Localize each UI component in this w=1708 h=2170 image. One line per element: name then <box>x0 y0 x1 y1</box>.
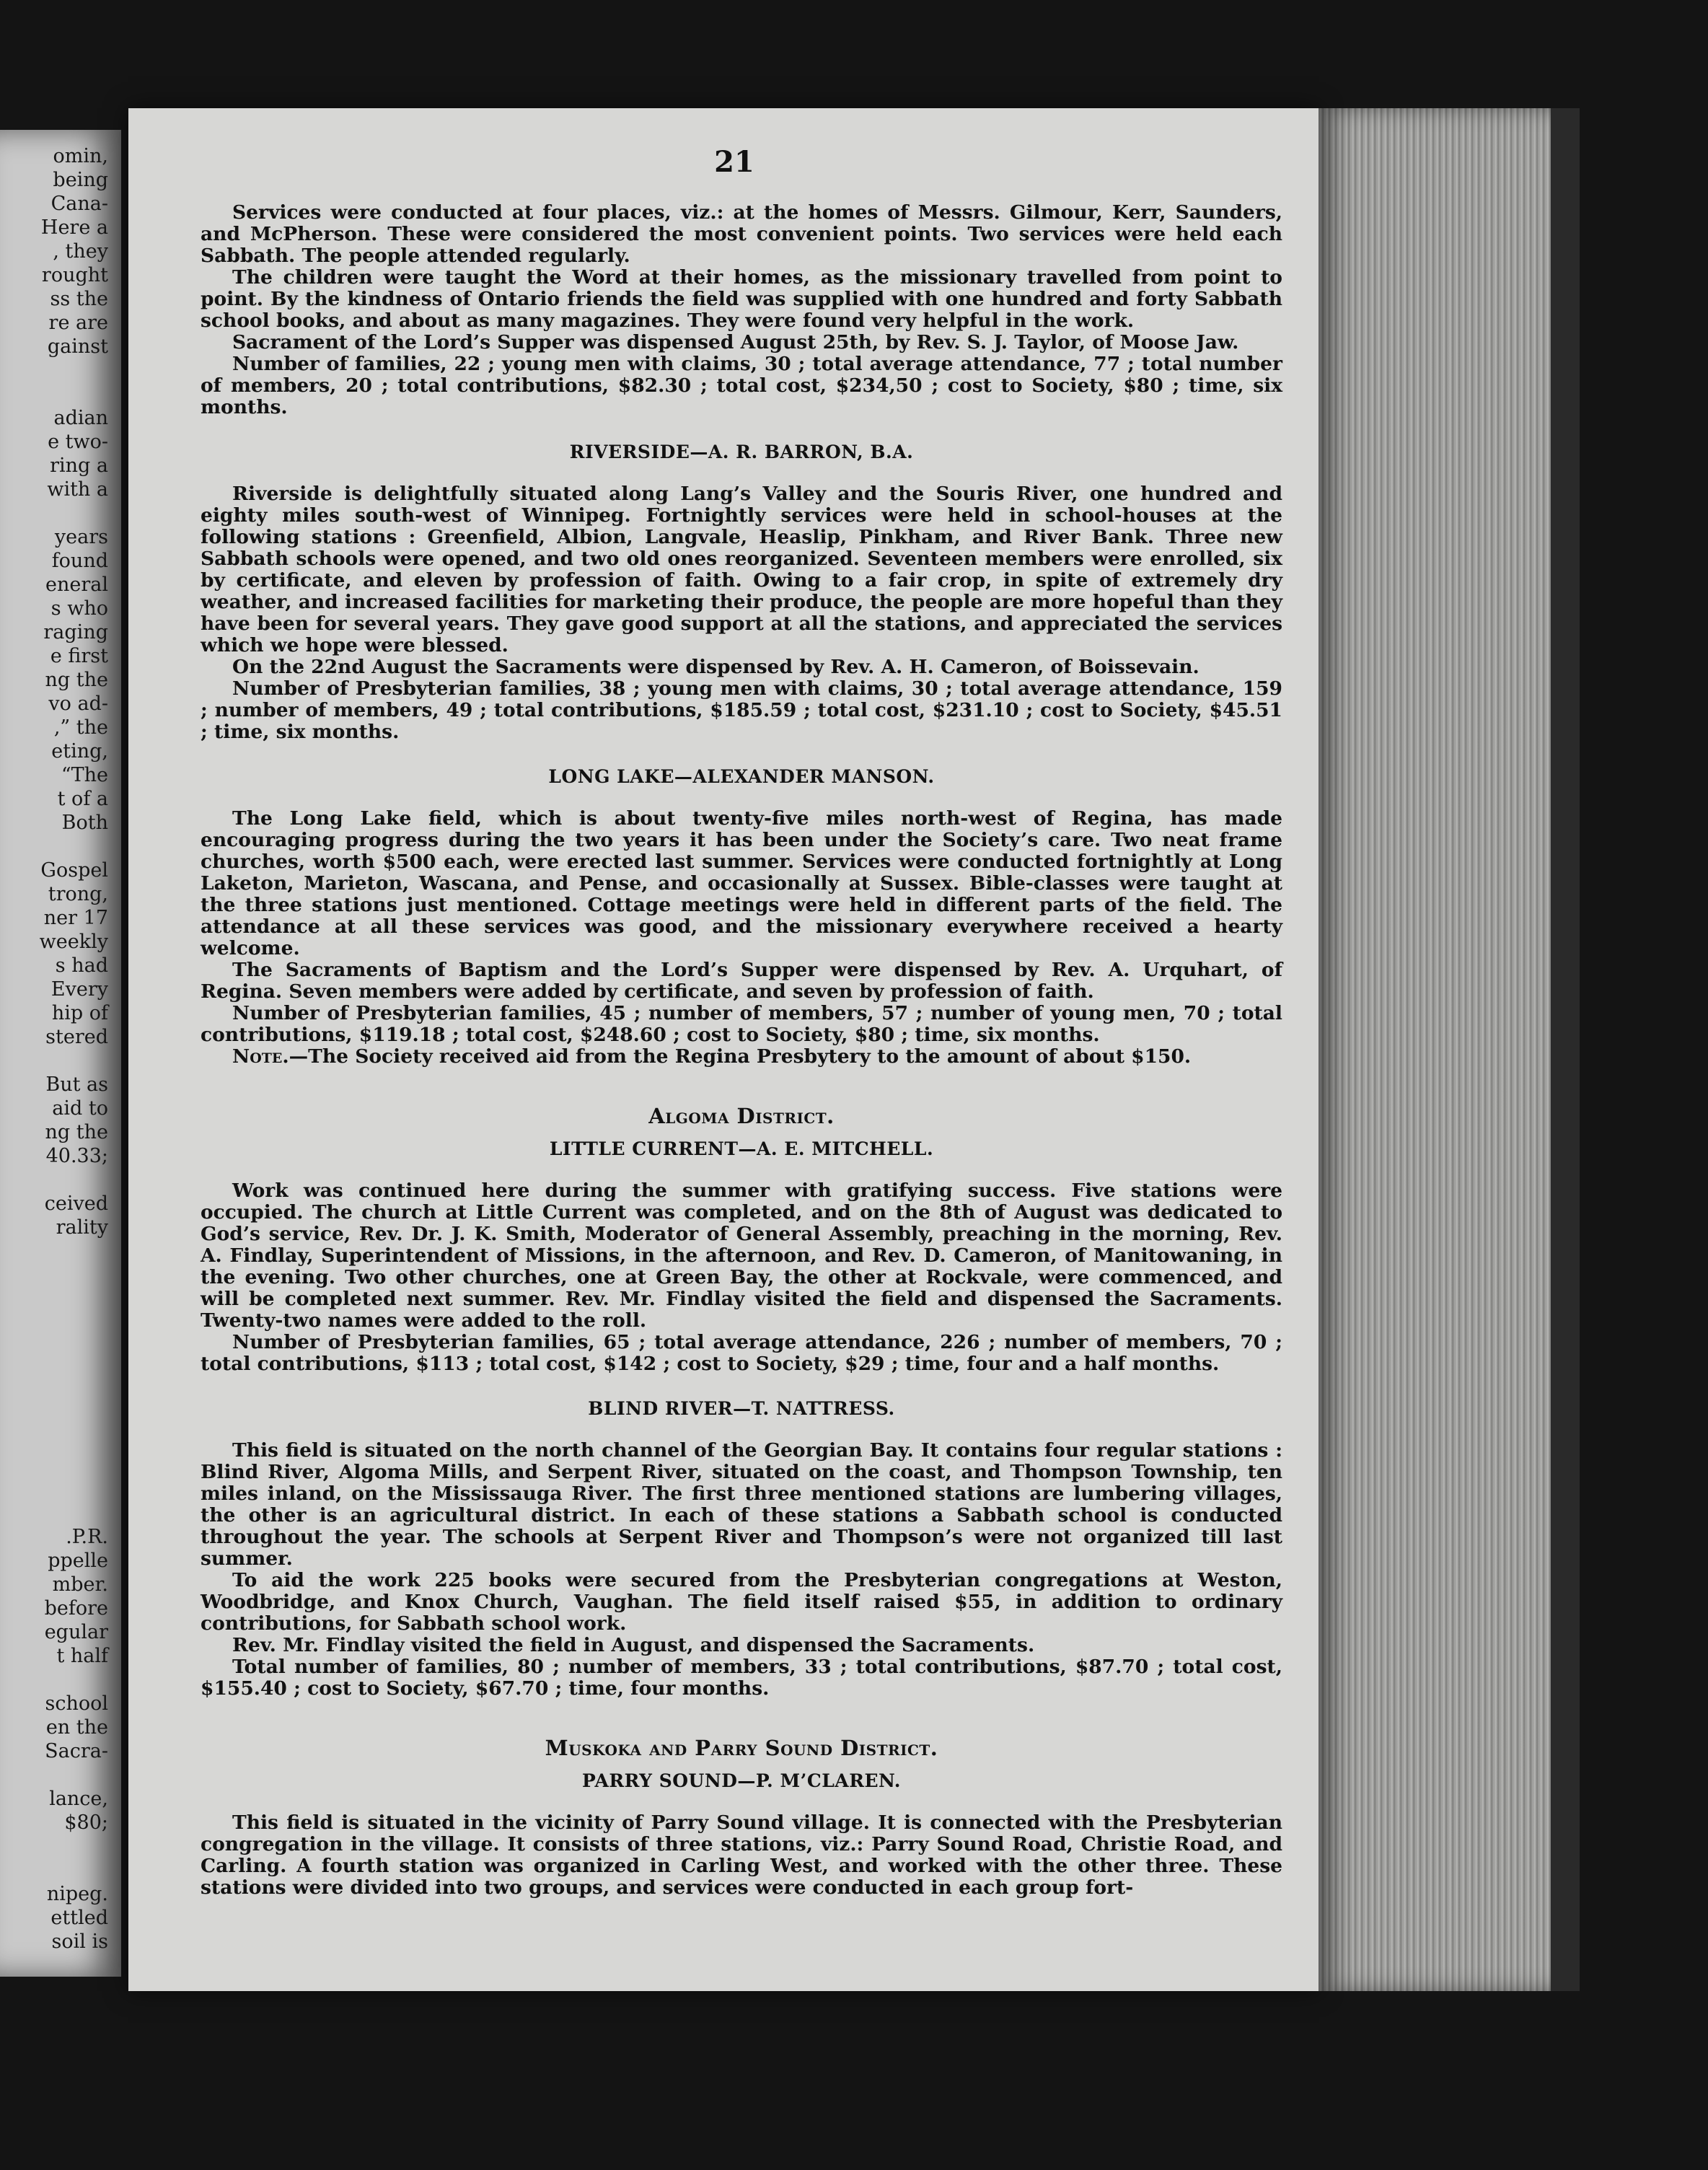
facing-page-fragment: en the <box>45 1716 108 1739</box>
facing-page-fragment: aid to <box>52 1097 108 1120</box>
facing-page-fragment: But as <box>45 1073 108 1096</box>
district-heading-algoma: Algoma District. <box>648 1104 835 1128</box>
facing-page-fragment: rought <box>41 264 108 286</box>
facing-page-fragment: ng the <box>45 1121 108 1143</box>
facing-page-fragment: years <box>54 526 108 548</box>
facing-page-fragment: t half <box>56 1645 108 1667</box>
facing-page-fragment <box>0 1668 108 1692</box>
facing-page-fragment: $80; <box>64 1811 108 1834</box>
facing-page-fragment: lance, <box>49 1788 108 1810</box>
facing-page-text-fragments <box>0 144 108 1953</box>
section-heading-riverside: RIVERSIDE—A. R. BARRON, B.A. <box>569 442 914 462</box>
facing-page-fragment: adian <box>53 407 108 429</box>
facing-page-fragment <box>0 1501 108 1525</box>
facing-page-fragment: egular <box>44 1621 108 1643</box>
facing-page-fragment: hip of <box>51 1002 108 1024</box>
facing-page-fragment <box>0 1049 108 1073</box>
facing-page-fragment: ettled <box>50 1907 108 1929</box>
paragraph: The Long Lake field, which is about twenty-five miles north-west of Regina, has made encouraging progress during the two years it has been under the Society’s care. Two neat frame churches, worth $500 each, were erected last summer. Services were conducted fortnightly at Long Laketon, Marieton, Wascana, and Pense, and occasionally at Sussex. Bible-classes were taught at the three stations just mentioned. Cottage meetings were held in different parts of the field. The attendance at all these services was good, and the missionary everywhere received a hearty welcome. <box>201 807 1282 959</box>
facing-page-fragment: Here a <box>40 216 108 239</box>
section-heading-long-lake: LONG LAKE—ALEXANDER MANSON. <box>548 766 935 787</box>
facing-page-fragment: ppelle <box>48 1550 108 1572</box>
paragraph: This field is situated in the vicinity of Parry Sound village. It is connected with the Presbyterian congregation in the village. It consists of three stations, viz.: Parry Sound Road, Christie Road, and Carling. A fourth station was organized in Carling West, and worked with the other three. These stations were divided into two groups, and services were conducted in each group fort- <box>201 1811 1282 1899</box>
district-heading-muskoka-parry-sound: Muskoka and Parry Sound District. <box>545 1736 938 1760</box>
facing-page-fragment: re are <box>48 312 108 334</box>
facing-page-fragment <box>0 359 108 382</box>
facing-page-fragment: being <box>53 169 108 191</box>
facing-page-fragment: before <box>44 1597 108 1620</box>
paragraph: Work was continued here during the summer with gratifying success. Five stations were occupied. The church at Little Current was completed, and on the 8th of August was dedicated to God’s service, Rev. Dr. J. K. Smith, Moderator of General Assembly, preaching in the morning, Rev. A. Findlay, Superintendent of Missions, in the afternoon, and Rev. D. Cameron, of Manitowaning, in the evening. Two other churches, one at Green Bay, the other at Rockvale, were commenced, and will be completed next summer. Rev. Mr. Findlay visited the field and dispensed the Sacraments. Twenty-two names were added to the roll. <box>201 1180 1282 1332</box>
facing-page-fragment: mber. <box>52 1573 108 1596</box>
facing-page-fragment <box>0 1858 108 1882</box>
page-edges-shadow <box>1551 108 1580 1991</box>
facing-page-fragment: eneral <box>45 574 108 596</box>
facing-page-fragment: stered <box>45 1026 108 1048</box>
note-label: Note. <box>232 1045 289 1068</box>
note-text: —The Society received aid from the Regina Presbytery to the amount of about $150. <box>289 1045 1192 1068</box>
facing-page-fragment: “The <box>61 764 108 786</box>
facing-page-fragment <box>0 501 108 525</box>
facing-page-fragment <box>0 835 108 858</box>
paragraph: The children were taught the Word at their homes, as the missionary travelled from point to point. By the kindness of Ontario friends the field was supplied with one hundred and forty Sabbath school books, and about as many magazines. They were found very helpful in the work. <box>201 266 1282 332</box>
facing-page-fragment: found <box>51 550 108 572</box>
facing-page-fragment: ner 17 <box>43 907 108 929</box>
main-text-column <box>201 145 1282 1899</box>
facing-page-fragment: soil is <box>51 1930 108 1953</box>
facing-page-fragment <box>0 1263 108 1287</box>
paragraph: This field is situated on the north channel of the Georgian Bay. It contains four regular stations : Blind River, Algoma Mills, and Serpent River, situated on the coast, and Thompson Township, ten miles inland, on the Mississauga River. The first three mentioned stations are lumbering villages, the other is an agricultural district. In each of these stations a Sabbath school is conducted throughout the year. The schools at Serpent River and Thompson’s were not organized till last summer. <box>201 1439 1282 1570</box>
facing-page-fragment: e two- <box>48 431 108 453</box>
facing-page-fragment: trong, <box>48 883 108 905</box>
paragraph: Riverside is delightfully situated along Lang’s Valley and the Souris River, one hundred and eighty miles south-west of Winnipeg. Fortnightly services were held in school-houses at the following stations : Greenfield, Albion, Langvale, Heaslip, Pinkham, and River Bank. Three new Sabbath schools were opened, and two old ones reorganized. Seventeen members were enrolled, six by certificate, and eleven by profession of faith. Owing to a fair crop, in spite of extremely dry weather, and increased facilities for marketing their produce, the people are more hopeful than they have been for several years. They gave good support at all the stations, and appreciated the services which we hope were blessed. <box>201 483 1282 656</box>
facing-page-fragment: weekly <box>39 931 108 953</box>
facing-page-fragment: ,” the <box>53 716 108 739</box>
paragraph: Number of Presbyterian families, 65 ; total average attendance, 226 ; number of members, 70 ; total contributions, $113 ; total cost, $142 ; cost to Society, $29 ; time, four and a half months. <box>201 1331 1282 1375</box>
paragraph: Number of Presbyterian families, 38 ; young men with claims, 30 ; total average attendance, 159 ; number of members, 49 ; total contributions, $185.59 ; total cost, $231.10 ; cost to Society, $45.51 ; time, six months. <box>201 677 1282 743</box>
facing-page-fragment <box>0 1358 108 1382</box>
facing-page-fragment: rality <box>56 1216 108 1239</box>
facing-page-fragment: ng the <box>45 669 108 691</box>
facing-page-fragment: Cana- <box>50 193 108 215</box>
facing-page-fragment: eting, <box>51 740 108 763</box>
facing-page-fragment <box>0 382 108 406</box>
facing-page-fragment <box>0 1835 108 1858</box>
note-paragraph <box>201 1046 1282 1068</box>
facing-page-fragment: , they <box>53 240 108 263</box>
facing-page-fragment <box>0 1406 108 1430</box>
facing-page-fragment: Both <box>61 812 108 834</box>
facing-page-fragment: t of a <box>57 788 108 810</box>
paragraph: Number of families, 22 ; young men with claims, 30 ; total average attendance, 77 ; total number of members, 20 ; total contributions, $82.30 ; total cost, $234,50 ; cost to Society, $80 ; time, six months. <box>201 353 1282 418</box>
facing-page-fragment: with a <box>47 478 108 501</box>
facing-page-fragment: ceived <box>44 1192 108 1215</box>
paragraph: The Sacraments of Baptism and the Lord’s Supper were dispensed by Rev. A. Urquhart, of Regina. Seven members were added by certificate, and seven by profession of faith. <box>201 959 1282 1003</box>
facing-page-fragment <box>0 1763 108 1787</box>
page-edges <box>1319 108 1580 1991</box>
facing-page-fragment: s had <box>55 954 108 977</box>
facing-page-fragment <box>0 1477 108 1501</box>
paragraph: On the 22nd August the Sacraments were dispensed by Rev. A. H. Cameron, of Boissevain. <box>232 656 1199 678</box>
facing-page-fragment <box>0 1311 108 1335</box>
facing-page-fragment: nipeg. <box>46 1883 108 1905</box>
facing-page-fragment <box>0 1239 108 1263</box>
facing-page-fragment: omin, <box>53 145 108 167</box>
facing-page-fragment: gainst <box>47 335 108 358</box>
paragraph: Sacrament of the Lord’s Supper was dispensed August 25th, by Rev. S. J. Taylor, of Moose Jaw. <box>232 331 1239 353</box>
facing-page-fragment: Gospel <box>40 859 108 882</box>
facing-page-fragment <box>0 1430 108 1454</box>
facing-page-fragment: .P.R. <box>66 1526 108 1548</box>
facing-page-fragment <box>0 1454 108 1477</box>
section-heading-little-current: LITTLE CURRENT—A. E. MITCHELL. <box>549 1138 934 1159</box>
section-heading-blind-river: BLIND RIVER—T. NATTRESS. <box>588 1398 895 1419</box>
facing-page-fragment <box>0 1287 108 1311</box>
paragraph: Number of Presbyterian families, 45 ; number of members, 57 ; number of young men, 70 ; total contributions, $119.18 ; total cost, $248.60 ; cost to Society, $80 ; time, six months. <box>201 1002 1282 1046</box>
facing-page-fragment: Sacra- <box>45 1740 108 1762</box>
paragraph: To aid the work 225 books were secured from the Presbyterian congregations at Weston, Woodbridge, and Knox Church, Vaughan. The field itself raised $55, in addition to ordinary contributions, for Sabbath school work. <box>201 1569 1282 1635</box>
facing-page-fragment: vo ad- <box>48 693 108 715</box>
facing-page-fragment <box>0 1382 108 1406</box>
paragraph: Services were conducted at four places, viz.: at the homes of Messrs. Gilmour, Kerr, Saunders, and McPherson. These were considered the most convenient points. Two services were held each Sabbath. The people attended regularly. <box>201 201 1282 267</box>
section-heading-parry-sound: PARRY SOUND—P. M’CLAREN. <box>582 1770 901 1791</box>
page-number: 21 <box>714 145 754 179</box>
facing-page-fragment: e first <box>50 645 108 667</box>
facing-page-fragment: 40.33; <box>45 1145 108 1167</box>
facing-page-fragment <box>0 1168 108 1192</box>
facing-page-fragment: raging <box>43 621 108 643</box>
facing-page-fragment <box>0 1335 108 1358</box>
paragraph: Total number of families, 80 ; number of members, 33 ; total contributions, $87.70 ; total cost, $155.40 ; cost to Society, $67.70 ; time, four months. <box>201 1656 1282 1700</box>
facing-page-fragment: Every <box>50 978 108 1001</box>
paragraph: Rev. Mr. Findlay visited the field in August, and dispensed the Sacraments. <box>232 1634 1035 1656</box>
facing-page-fragment: school <box>45 1692 108 1715</box>
facing-page-fragment: ss the <box>50 288 108 310</box>
facing-page-fragment: ring a <box>50 454 108 477</box>
facing-page-fragment: s who <box>50 597 108 620</box>
